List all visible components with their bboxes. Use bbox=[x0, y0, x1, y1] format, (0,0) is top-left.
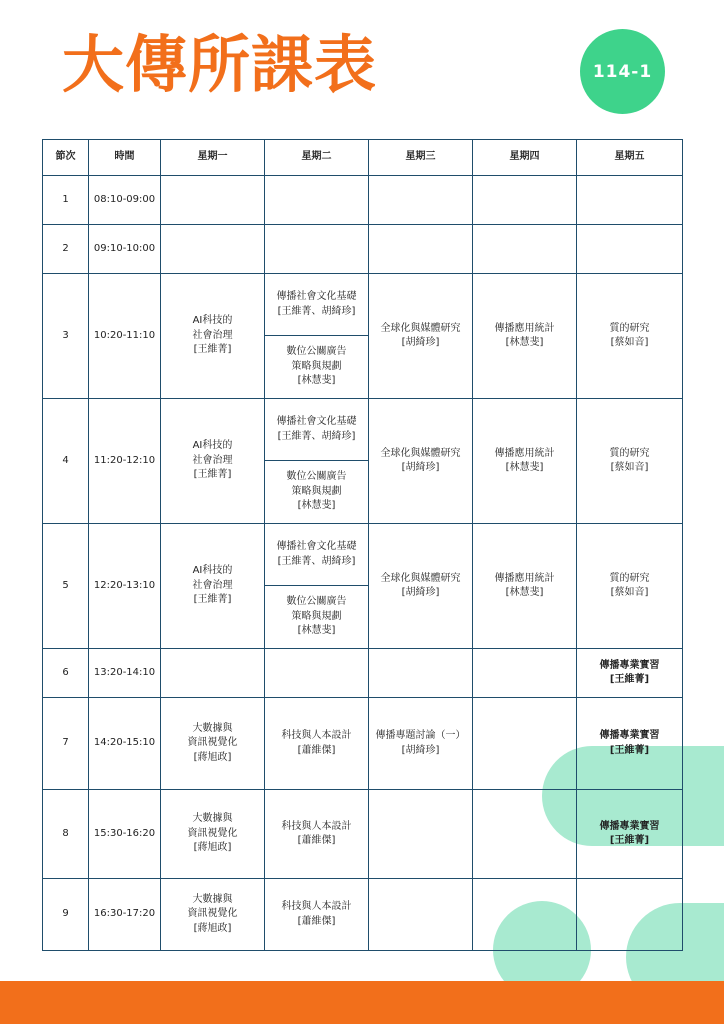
course-cell-fri: 質的研究 [蔡如音] bbox=[577, 524, 683, 649]
header-friday: 星期五 bbox=[577, 140, 683, 176]
term-badge: 114-1 bbox=[580, 29, 665, 114]
course-cell-tue: 科技與人本設計 [蕭維傑] bbox=[265, 698, 369, 790]
course-cell-wed bbox=[369, 225, 473, 274]
course-cell-fri: 質的研究 [蔡如音] bbox=[577, 274, 683, 399]
course-cell-tue-b: 數位公關廣告 策略與規劃 [林慧斐] bbox=[265, 461, 369, 524]
course-cell-thu: 傳播應用統計 [林慧斐] bbox=[473, 399, 577, 524]
course-cell-thu: 傳播應用統計 [林慧斐] bbox=[473, 274, 577, 399]
course-cell-mon bbox=[161, 176, 265, 225]
course-cell-mon: 大數據與 資訊視覺化 [蔣旭政] bbox=[161, 698, 265, 790]
course-cell-wed bbox=[369, 790, 473, 879]
course-cell-thu: 傳播應用統計 [林慧斐] bbox=[473, 524, 577, 649]
period-cell: 5 bbox=[43, 524, 89, 649]
course-cell-wed: 全球化與媒體研究 [胡綺珍] bbox=[369, 274, 473, 399]
course-cell-wed: 全球化與媒體研究 [胡綺珍] bbox=[369, 399, 473, 524]
course-cell-tue-a: 傳播社會文化基礎 [王維菁、胡綺珍] bbox=[265, 524, 369, 586]
footer-bar bbox=[0, 981, 724, 1024]
course-cell-thu bbox=[473, 649, 577, 698]
course-cell-thu bbox=[473, 879, 577, 951]
course-cell-fri: 傳播專業實習 [王維菁] bbox=[577, 790, 683, 879]
course-cell-thu bbox=[473, 790, 577, 879]
time-cell: 08:10-09:00 bbox=[89, 176, 161, 225]
header-wednesday: 星期三 bbox=[369, 140, 473, 176]
course-cell-fri bbox=[577, 176, 683, 225]
table-row bbox=[43, 399, 683, 461]
course-cell-tue bbox=[265, 649, 369, 698]
course-cell-fri: 傳播專業實習 [王維菁] bbox=[577, 649, 683, 698]
table-row bbox=[43, 225, 683, 274]
course-cell-tue: 科技與人本設計 [蕭維傑] bbox=[265, 879, 369, 951]
time-cell: 10:20-11:10 bbox=[89, 274, 161, 399]
header-monday: 星期一 bbox=[161, 140, 265, 176]
header-tuesday: 星期二 bbox=[265, 140, 369, 176]
table-row bbox=[43, 790, 683, 879]
table-row bbox=[43, 176, 683, 225]
period-cell: 8 bbox=[43, 790, 89, 879]
time-cell: 15:30-16:20 bbox=[89, 790, 161, 879]
course-cell-mon: AI科技的 社會治理 [王維菁] bbox=[161, 524, 265, 649]
course-cell-wed bbox=[369, 176, 473, 225]
page-title: 大傳所課表 bbox=[62, 28, 378, 101]
course-cell-wed: 傳播專題討論（一） [胡綺珍] bbox=[369, 698, 473, 790]
course-cell-fri bbox=[577, 879, 683, 951]
course-cell-wed bbox=[369, 879, 473, 951]
time-cell: 14:20-15:10 bbox=[89, 698, 161, 790]
header-period: 節次 bbox=[43, 140, 89, 176]
course-cell-fri bbox=[577, 225, 683, 274]
period-cell: 1 bbox=[43, 176, 89, 225]
time-cell: 13:20-14:10 bbox=[89, 649, 161, 698]
time-cell: 11:20-12:10 bbox=[89, 399, 161, 524]
course-cell-tue bbox=[265, 225, 369, 274]
course-cell-mon: 大數據與 資訊視覺化 [蔣旭政] bbox=[161, 879, 265, 951]
course-cell-tue-a: 傳播社會文化基礎 [王維菁、胡綺珍] bbox=[265, 274, 369, 336]
table-row bbox=[43, 274, 683, 336]
course-cell-mon: AI科技的 社會治理 [王維菁] bbox=[161, 274, 265, 399]
table-row bbox=[43, 698, 683, 790]
course-cell-mon bbox=[161, 225, 265, 274]
course-cell-wed bbox=[369, 649, 473, 698]
course-cell-tue bbox=[265, 176, 369, 225]
header-row bbox=[43, 140, 683, 176]
course-cell-fri: 傳播專業實習 [王維菁] bbox=[577, 698, 683, 790]
course-cell-thu bbox=[473, 698, 577, 790]
period-cell: 3 bbox=[43, 274, 89, 399]
course-cell-tue-b: 數位公關廣告 策略與規劃 [林慧斐] bbox=[265, 336, 369, 399]
course-cell-tue-b: 數位公關廣告 策略與規劃 [林慧斐] bbox=[265, 586, 369, 649]
table-row bbox=[43, 524, 683, 586]
time-cell: 16:30-17:20 bbox=[89, 879, 161, 951]
time-cell: 12:20-13:10 bbox=[89, 524, 161, 649]
course-cell-thu bbox=[473, 176, 577, 225]
period-cell: 6 bbox=[43, 649, 89, 698]
course-cell-tue-a: 傳播社會文化基礎 [王維菁、胡綺珍] bbox=[265, 399, 369, 461]
course-cell-tue: 科技與人本設計 [蕭維傑] bbox=[265, 790, 369, 879]
header-time: 時間 bbox=[89, 140, 161, 176]
schedule-table bbox=[42, 139, 683, 951]
period-cell: 4 bbox=[43, 399, 89, 524]
table-row bbox=[43, 649, 683, 698]
period-cell: 9 bbox=[43, 879, 89, 951]
course-cell-mon: AI科技的 社會治理 [王維菁] bbox=[161, 399, 265, 524]
course-cell-mon: 大數據與 資訊視覺化 [蔣旭政] bbox=[161, 790, 265, 879]
course-cell-mon bbox=[161, 649, 265, 698]
course-cell-fri: 質的研究 [蔡如音] bbox=[577, 399, 683, 524]
table-row bbox=[43, 879, 683, 951]
period-cell: 2 bbox=[43, 225, 89, 274]
period-cell: 7 bbox=[43, 698, 89, 790]
course-cell-thu bbox=[473, 225, 577, 274]
header-thursday: 星期四 bbox=[473, 140, 577, 176]
time-cell: 09:10-10:00 bbox=[89, 225, 161, 274]
course-cell-wed: 全球化與媒體研究 [胡綺珍] bbox=[369, 524, 473, 649]
